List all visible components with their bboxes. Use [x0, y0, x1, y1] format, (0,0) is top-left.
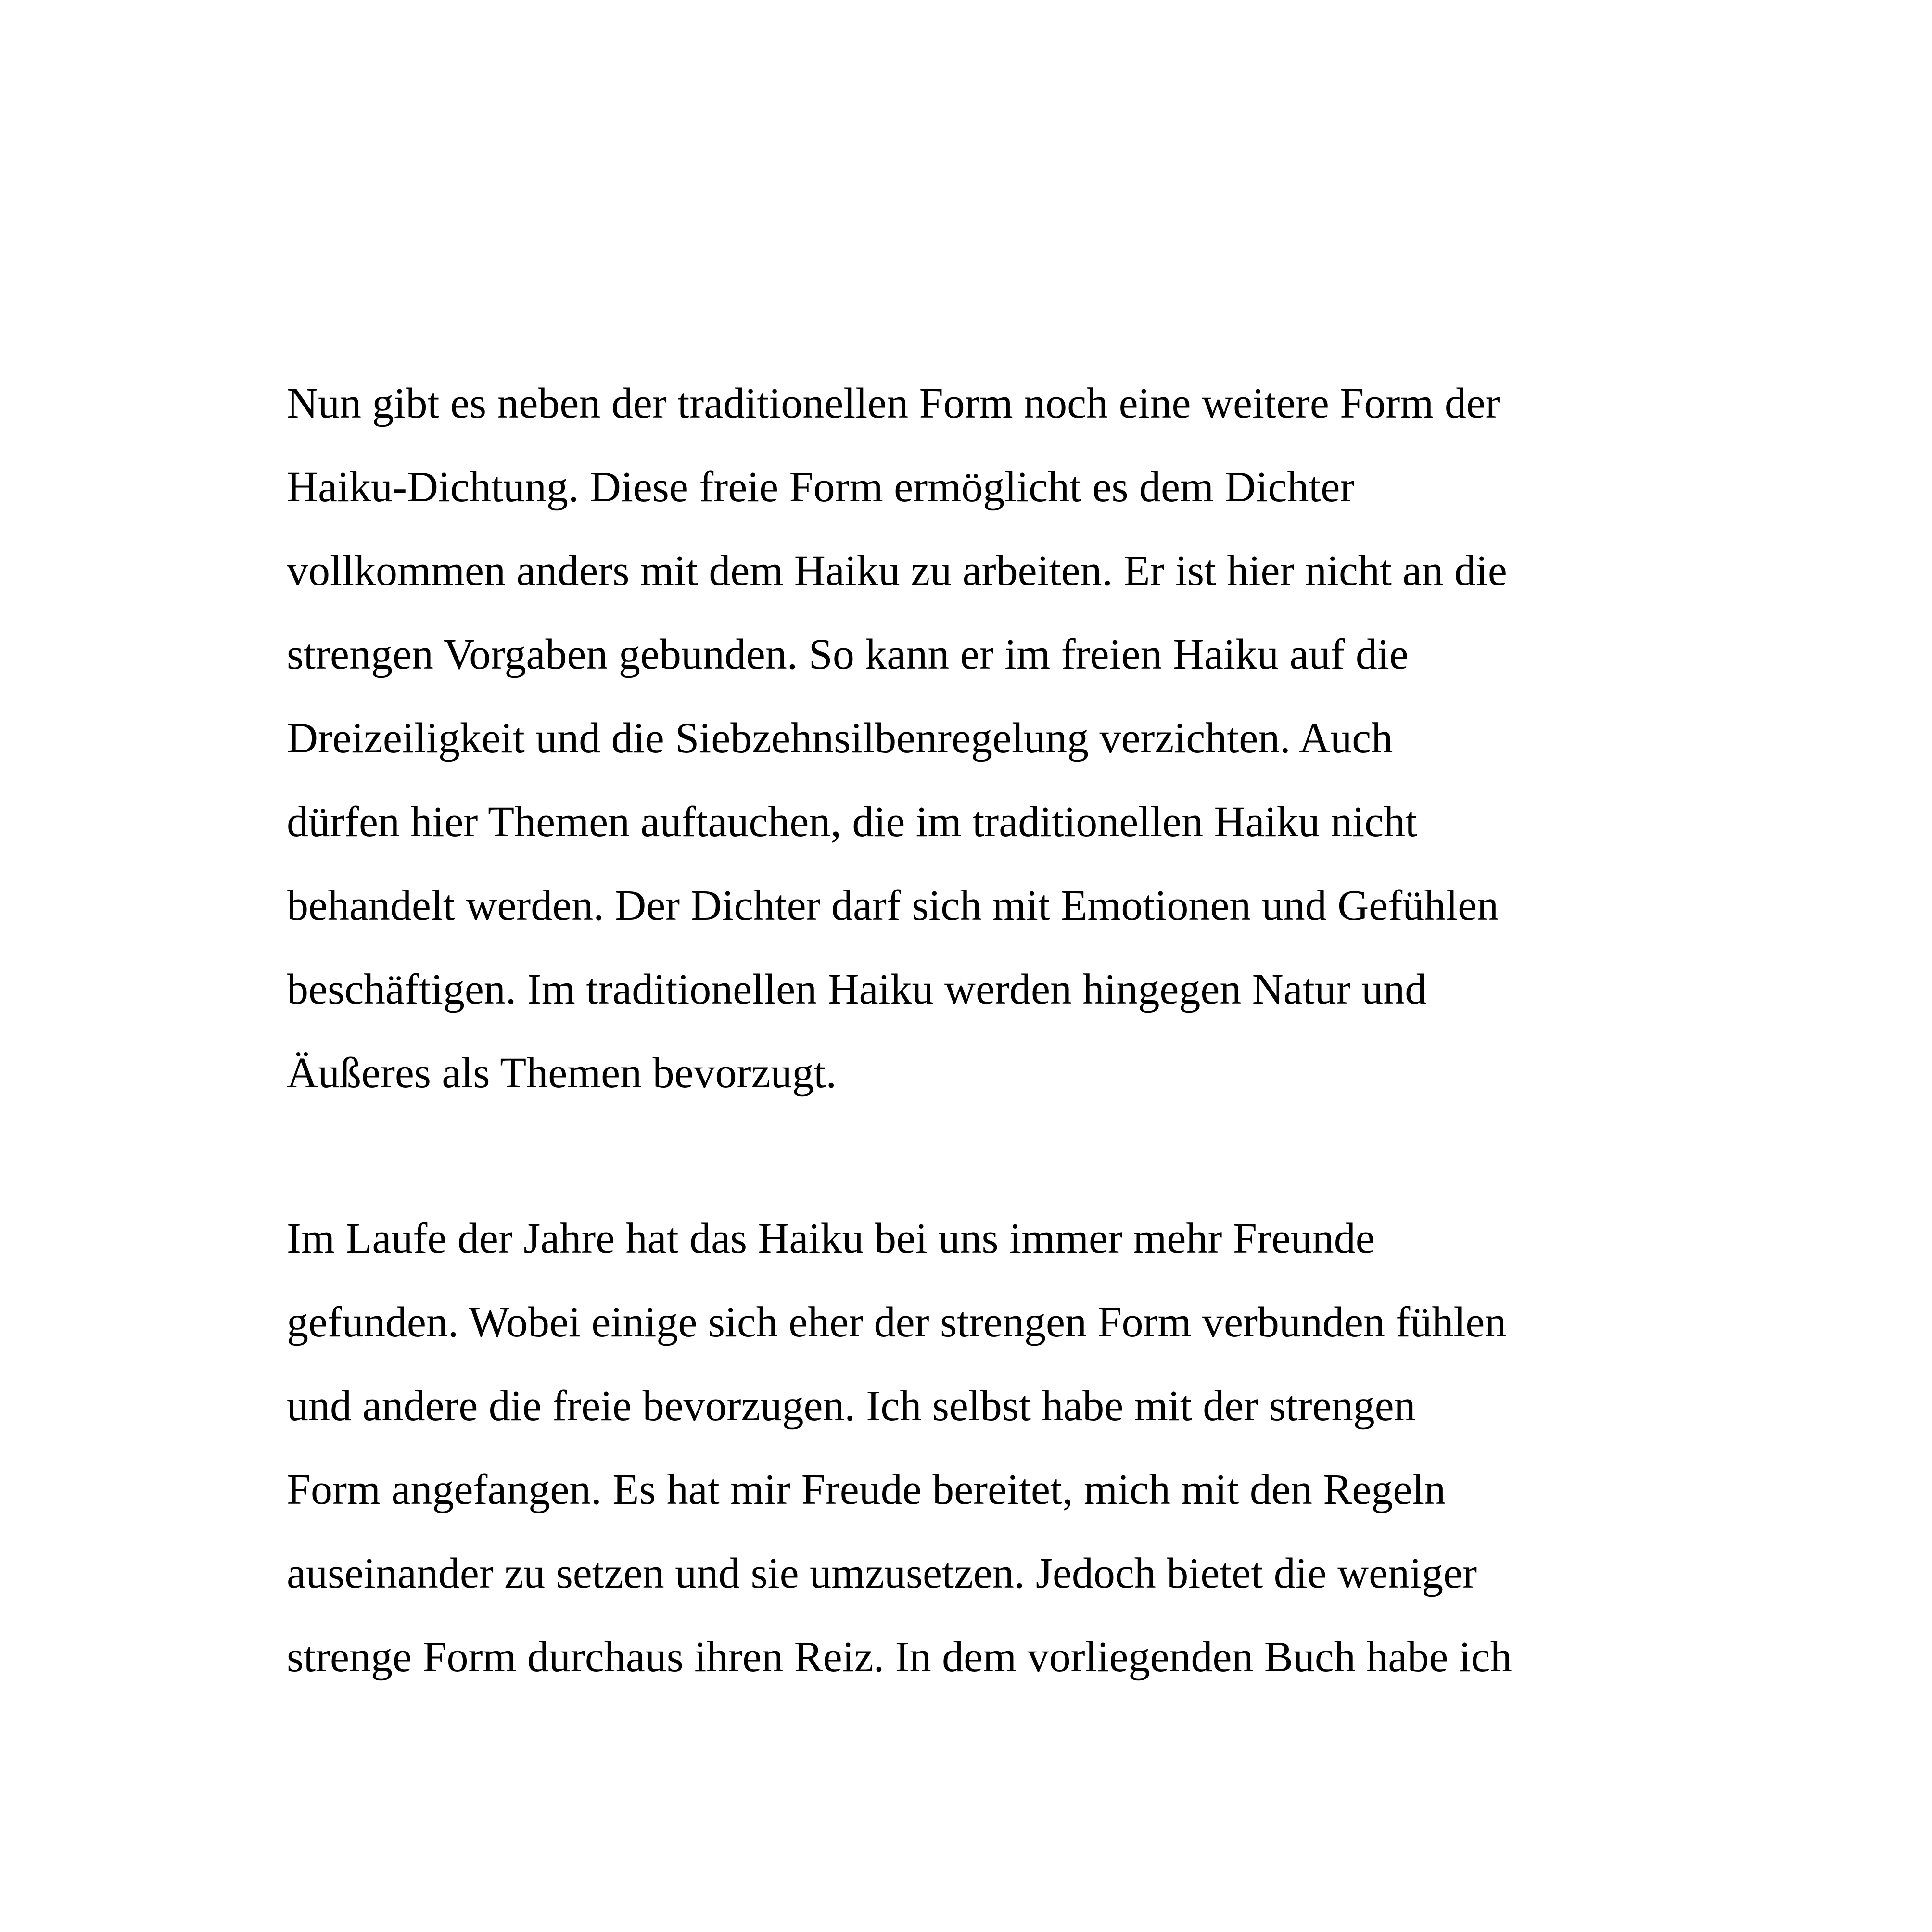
- paragraph-line: strengen Vorgaben gebunden. So kann er im freien Haiku auf die: [287, 631, 1409, 678]
- paragraph-line: Haiku-Dichtung. Diese freie Form ermöglicht es dem Dichter: [287, 463, 1355, 511]
- paragraph-line: strenge Form durchaus ihren Reiz. In dem vorliegenden Buch habe ich: [287, 1633, 1512, 1681]
- paragraph-1: [287, 362, 1507, 1115]
- paragraph-line: vollkommen anders mit dem Haiku zu arbeiten. Er ist hier nicht an die: [287, 547, 1507, 595]
- paragraph-line: Äußeres als Themen bevorzugt.: [287, 1049, 837, 1097]
- paragraph-line: auseinander zu setzen und sie umzusetzen. Jedoch bietet die weniger: [287, 1550, 1477, 1597]
- paragraph-line: und andere die freie bevorzugen. Ich selbst habe mit der strengen: [287, 1382, 1416, 1430]
- paragraph-line: Im Laufe der Jahre hat das Haiku bei uns immer mehr Freunde: [287, 1215, 1375, 1262]
- paragraph-line: dürfen hier Themen auftauchen, die im traditionellen Haiku nicht: [287, 798, 1418, 846]
- paragraph-line: gefunden. Wobei einige sich eher der strengen Form verbunden fühlen: [287, 1298, 1507, 1346]
- paragraph-line: beschäftigen. Im traditionellen Haiku werden hingegen Natur und: [287, 966, 1427, 1013]
- paragraph-line: Dreizeiligkeit und die Siebzehnsilbenregelung verzichten. Auch: [287, 714, 1393, 762]
- paragraph-line: Nun gibt es neben der traditionellen Form noch eine weitere Form der: [287, 380, 1500, 427]
- paragraph-line: behandelt werden. Der Dichter darf sich mit Emotionen und Gefühlen: [287, 882, 1499, 929]
- paragraph-2: [287, 1197, 1512, 1699]
- paragraph-line: Form angefangen. Es hat mir Freude bereitet, mich mit den Regeln: [287, 1466, 1446, 1513]
